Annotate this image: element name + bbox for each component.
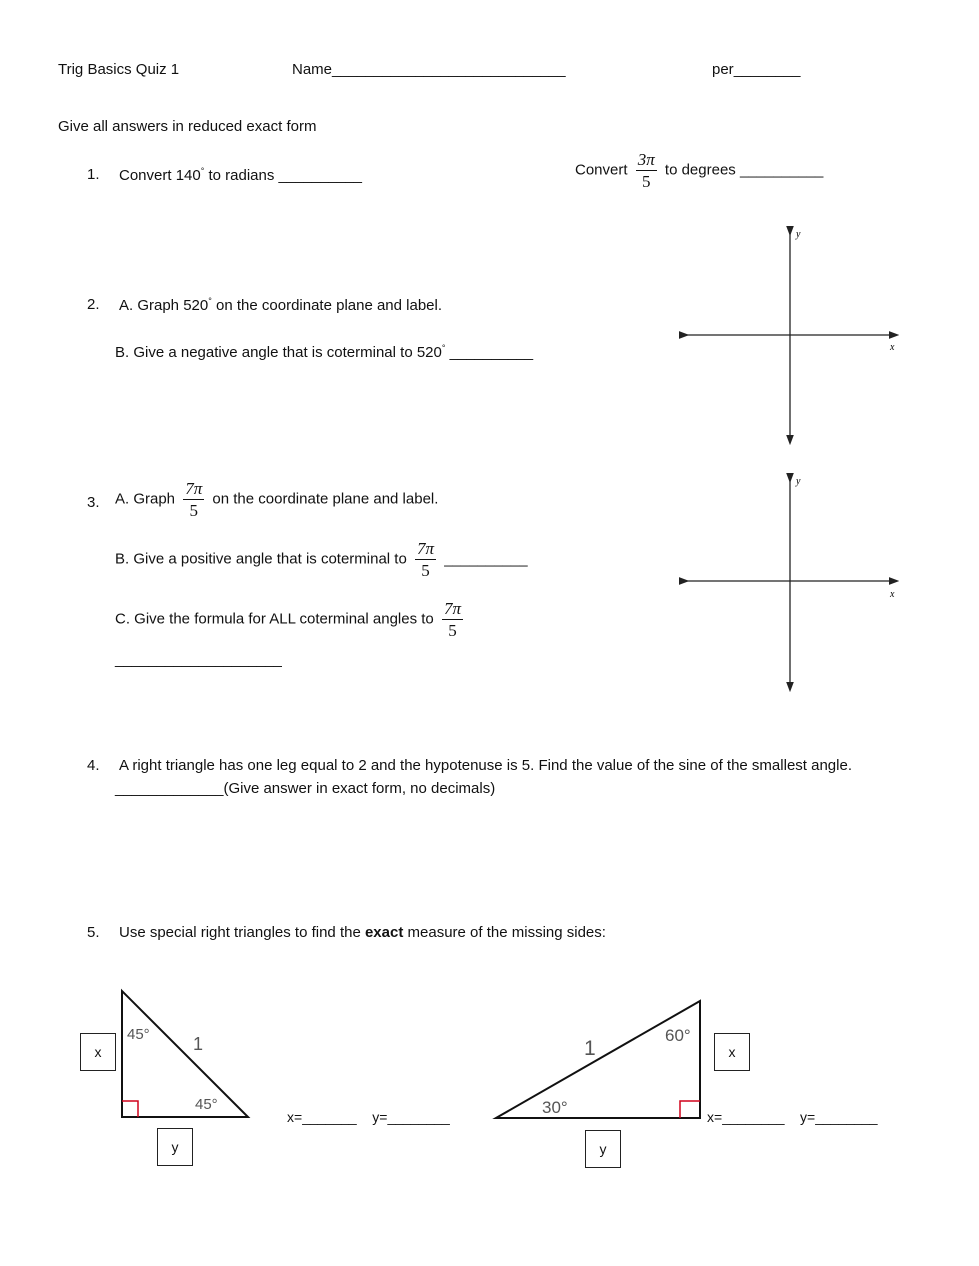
q1-part-b-prefix: Convert	[575, 161, 628, 179]
q4-text: A right triangle has one leg equal to 2 and the hypotenuse is 5. Find the value of the sine of the smallest angle.	[119, 757, 852, 774]
fraction-denominator: 5	[421, 561, 430, 580]
q1-part-a-blank[interactable]: __________	[278, 167, 362, 184]
degree-symbol: °	[208, 296, 212, 306]
instructions: Give all answers in reduced exact form	[58, 118, 317, 135]
tri1-y-blank[interactable]: ________	[387, 1109, 450, 1125]
angle-label-top: 45°	[127, 1026, 150, 1043]
tri1-box-y: y	[157, 1128, 193, 1166]
tri2-y-blank[interactable]: ________	[815, 1109, 878, 1125]
tri2-x-blank[interactable]: ________	[722, 1109, 785, 1125]
fraction-denominator: 5	[448, 621, 457, 640]
q3-part-a	[115, 480, 438, 519]
coordinate-plane-q3[interactable]	[680, 475, 900, 690]
hypotenuse-label: 1	[193, 1034, 204, 1054]
q3-fraction	[415, 540, 436, 579]
period-blank[interactable]: ________	[733, 61, 801, 78]
degree-symbol: °	[200, 166, 205, 176]
q5-number: 5.	[87, 924, 100, 941]
tri1-box-x: x	[80, 1033, 116, 1071]
q1-fraction	[636, 151, 657, 190]
q3-part-c-blank[interactable]: ____________________	[115, 651, 282, 668]
q1-part-a-suffix: to radians	[204, 167, 275, 184]
tri2-box-x: x	[714, 1033, 750, 1071]
tri2-x-label: x=	[707, 1109, 723, 1125]
x-axis-label: x	[890, 589, 895, 600]
quiz-title: Trig Basics Quiz 1	[58, 61, 180, 78]
fraction-numerator: 7π	[416, 539, 435, 558]
q3-part-c	[115, 600, 467, 639]
q1-part-a-text: Convert 140	[119, 167, 201, 184]
tri2-answers	[707, 1109, 878, 1125]
q4-number: 4.	[87, 757, 100, 774]
angle-label-top: 60°	[665, 1026, 691, 1045]
q5-text-after: measure of the missing sides:	[403, 924, 606, 941]
q2-part-b	[115, 343, 533, 361]
q1-part-b-suffix: to degrees	[664, 161, 736, 179]
right-angle-mark	[122, 1101, 138, 1117]
angle-label-bottom: 30°	[542, 1098, 568, 1117]
triangle-30-60-90	[492, 995, 712, 1125]
q5-text-before: Use special right triangles to find the	[119, 924, 365, 941]
angle-label-bottom: 45°	[195, 1096, 218, 1113]
triangle-45-45-90	[110, 985, 260, 1125]
q2-part-a-text: A. Graph 520	[119, 297, 209, 314]
q3-number: 3.	[87, 494, 100, 511]
right-angle-mark	[680, 1101, 700, 1118]
q4-answer-line	[115, 780, 495, 797]
q2-part-b-text: B. Give a negative angle that is coterminal to 520	[115, 344, 442, 361]
q3-part-b-prefix: B. Give a positive angle that is coterminal to	[115, 550, 407, 568]
triangle-shape	[496, 1001, 700, 1118]
tri1-x-label: x=	[287, 1109, 303, 1125]
q2-part-b-blank[interactable]: __________	[449, 344, 534, 361]
coordinate-plane-q2[interactable]	[680, 228, 900, 443]
q3-part-a-suffix: on the coordinate plane and label.	[212, 490, 439, 508]
y-axis-label: y	[796, 476, 801, 487]
q5-text-bold: exact	[364, 924, 404, 941]
fraction-denominator: 5	[641, 172, 651, 191]
fraction-numerator: 7π	[443, 599, 461, 618]
q1-part-b	[575, 151, 823, 190]
q3-part-b	[115, 540, 528, 579]
period-label: per	[712, 61, 734, 78]
q3-part-c-prefix: C. Give the formula for ALL coterminal angles to	[115, 610, 434, 628]
fraction-denominator: 5	[189, 501, 198, 520]
fraction-numerator: 3π	[637, 150, 655, 169]
q3-fraction	[442, 600, 463, 639]
name-blank[interactable]: ____________________________	[332, 61, 566, 78]
q4-blank[interactable]: _____________	[115, 780, 224, 797]
x-axis-label: x	[890, 342, 895, 353]
hypotenuse-label: 1	[584, 1037, 596, 1060]
q5-text	[119, 924, 606, 941]
q1-part-a	[119, 166, 362, 184]
q2-part-a-suffix: on the coordinate plane and label.	[211, 297, 443, 314]
tri2-y-label: y=	[800, 1109, 816, 1125]
q3-part-b-blank[interactable]: __________	[444, 550, 528, 568]
q2-part-a	[119, 296, 442, 314]
tri2-box-y: y	[585, 1130, 621, 1168]
fraction-numerator: 7π	[185, 479, 203, 498]
q3-fraction	[183, 480, 204, 519]
triangle-shape	[122, 991, 248, 1117]
name-field[interactable]	[292, 61, 566, 78]
q1-number: 1.	[87, 166, 100, 183]
q3-part-a-prefix: A. Graph	[115, 490, 176, 508]
q4-note: (Give answer in exact form, no decimals)	[223, 780, 496, 797]
y-axis-label: y	[796, 229, 801, 240]
name-label: Name	[292, 61, 333, 78]
q2-number: 2.	[87, 296, 100, 313]
tri1-x-blank[interactable]: _______	[302, 1109, 357, 1125]
degree-symbol: °	[441, 343, 446, 353]
tri1-y-label: y=	[372, 1109, 388, 1125]
tri1-answers	[287, 1109, 450, 1125]
period-field[interactable]	[712, 61, 800, 78]
q1-part-b-blank[interactable]: __________	[739, 161, 824, 179]
